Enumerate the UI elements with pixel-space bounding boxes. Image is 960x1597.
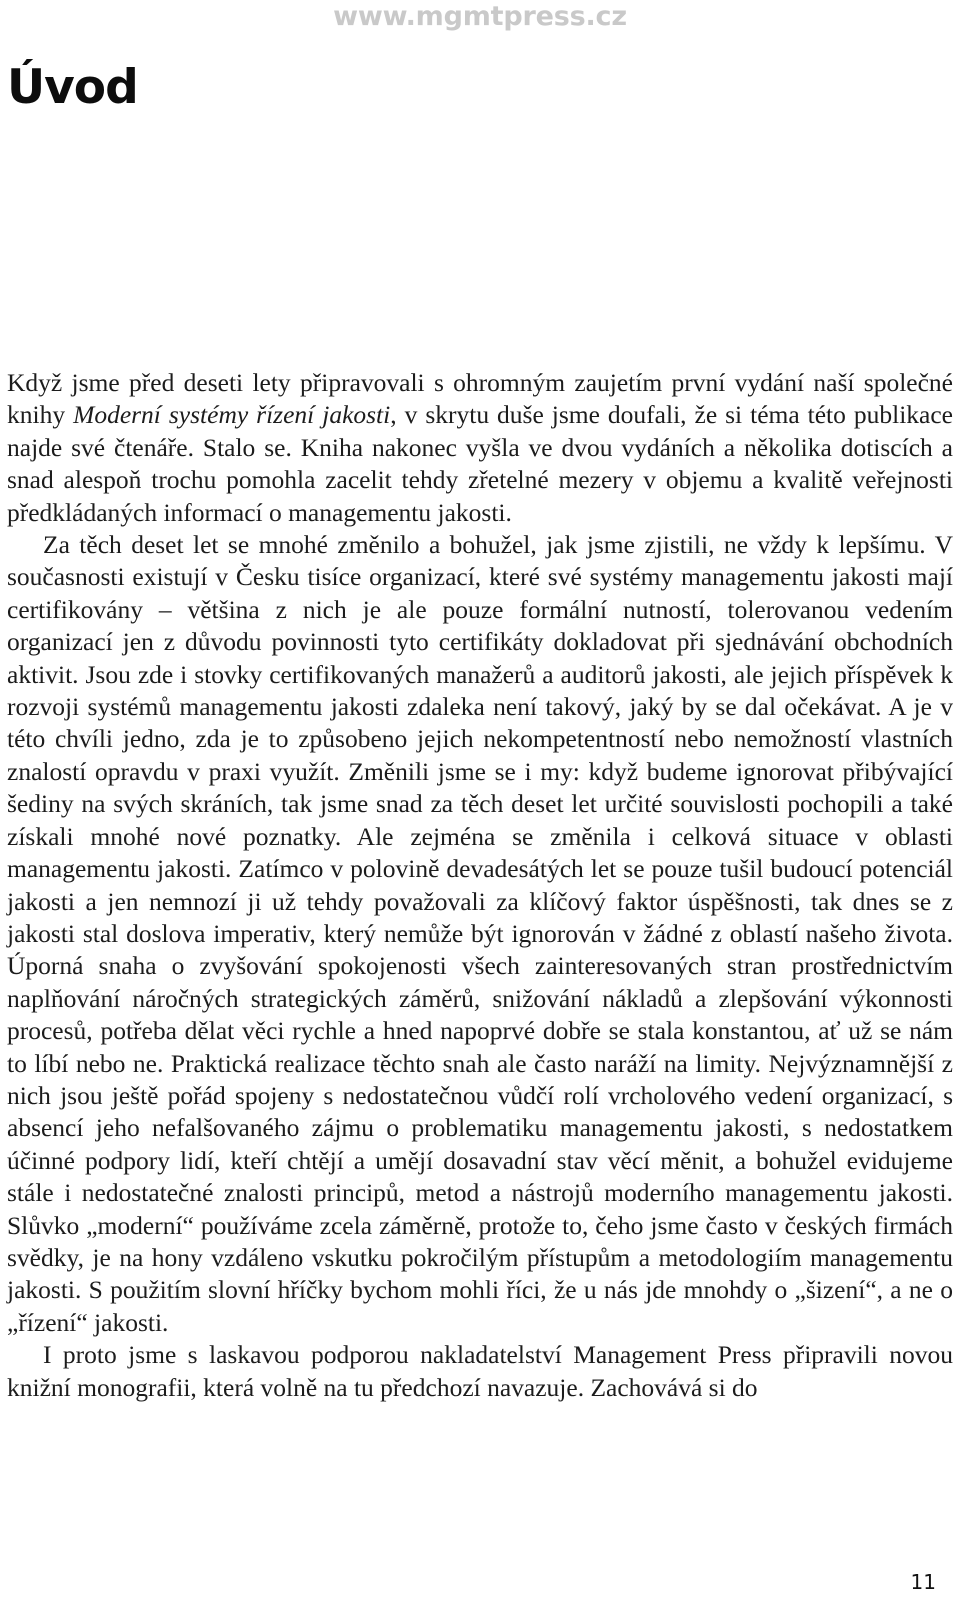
paragraph-3: I proto jsme s laskavou podporou nakladatelství Management Press připravili novou knižní monografii, která volně na tu předchozí navazuje. Zachovává si do [7,1340,953,1402]
chapter-body [7,367,953,1404]
book-title-italic: Moderní systémy řízení jakosti [73,400,391,430]
paragraph-1-after: , v skrytu duše jsme doufali, že si téma této publikace najde své čtenáře. Stalo se. Kniha nakonec vyšla ve dvou vydáních a několika dotiscích a snad alespoň trochu pomohla zacelit tehdy zřetelné mezery v objemu a kvalitě veřejnosti předkládaných informací o managementu jakosti. [7,400,953,527]
paragraph-1-before: Když jsme před deseti lety připravovali s ohromným zaujetím první vydání naší společné knihy [7,368,953,430]
watermark-url: www.mgmtpress.cz [333,1,627,32]
paragraph-2: Za těch deset let se mnohé změnilo a bohužel, jak jsme zjistili, ne vždy k lepšímu. V současnosti existují v Česku tisíce organizací, které své systémy managementu jakosti mají certifikovány – většina z nich je ale pouze formální nutností, tolerovanou vedením organizací jen z důvodu povinnosti tyto certifikáty dokladovat při sjednávání obchodních aktivit. Jsou zde i stovky certifikovaných manažerů a auditorů jakosti, ale jejich příspěvek k rozvoji systémů managementu jakosti zdaleka není takový, jaký by se dal očekávat. A je v této chvíli jedno, zda je to způsobeno jejich nekompetentností nebo nemožností vlastních znalostí opravdu v praxi využít. Změnili jsme se i my: když budeme ignorovat přibývající šediny na svých skráních, tak jsme snad za těch deset let určité souvislosti pochopili a také získali mnohé nové poznatky. Ale zejména se změnila i celková situace v oblasti managementu jakosti. Zatímco v polovině devadesátých let se pouze tušil budoucí potenciál jakosti a jen nemnozí ji už tehdy považovali za klíčový faktor úspěšnosti, tak dnes se z jakosti stal doslova imperativ, který nemůže být ignorován v žádné z oblastí našeho života. Úporná snaha o zvyšování spokojenosti všech zainteresovaných stran prostřednictvím naplňování náročných strategických záměrů, snižování nákladů a zlepšování výkonnosti procesů, potřeba dělat věci rychle a hned napoprvé dobře se stala konstantou, ať už se nám to líbí nebo ne. Praktická realizace těchto snah ale často naráží na limity. Nejvýznamnější z nich jsou ještě pořád spojeny s nedostatečnou vůdčí rolí vrcholového vedení organizací, s absencí jeho nefalšovaného zájmu o problematiku managementu jakosti, s nedostatkem účinné podpory lidí, kteří chtějí a umějí dosavadní stav věcí měnit, a bohužel evidujeme stále i nedostatečné znalosti principů, metod a nástrojů moderního managementu jakosti. Slůvko „moderní“ používáme zcela záměrně, protože to, čeho jsme často v českých firmách svědky, je na hony vzdáleno vskutku pokročilým přístupům a metodologiím managementu jakosti. S použitím slovní hříčky bychom mohli říci, že u nás jde mnohdy o „šizení“, a ne o „řízení“ jakosti. [7,530,953,1337]
paragraph-1 [7,367,953,529]
page-number: 11 [910,1570,936,1594]
chapter-heading: Úvod [7,60,138,115]
